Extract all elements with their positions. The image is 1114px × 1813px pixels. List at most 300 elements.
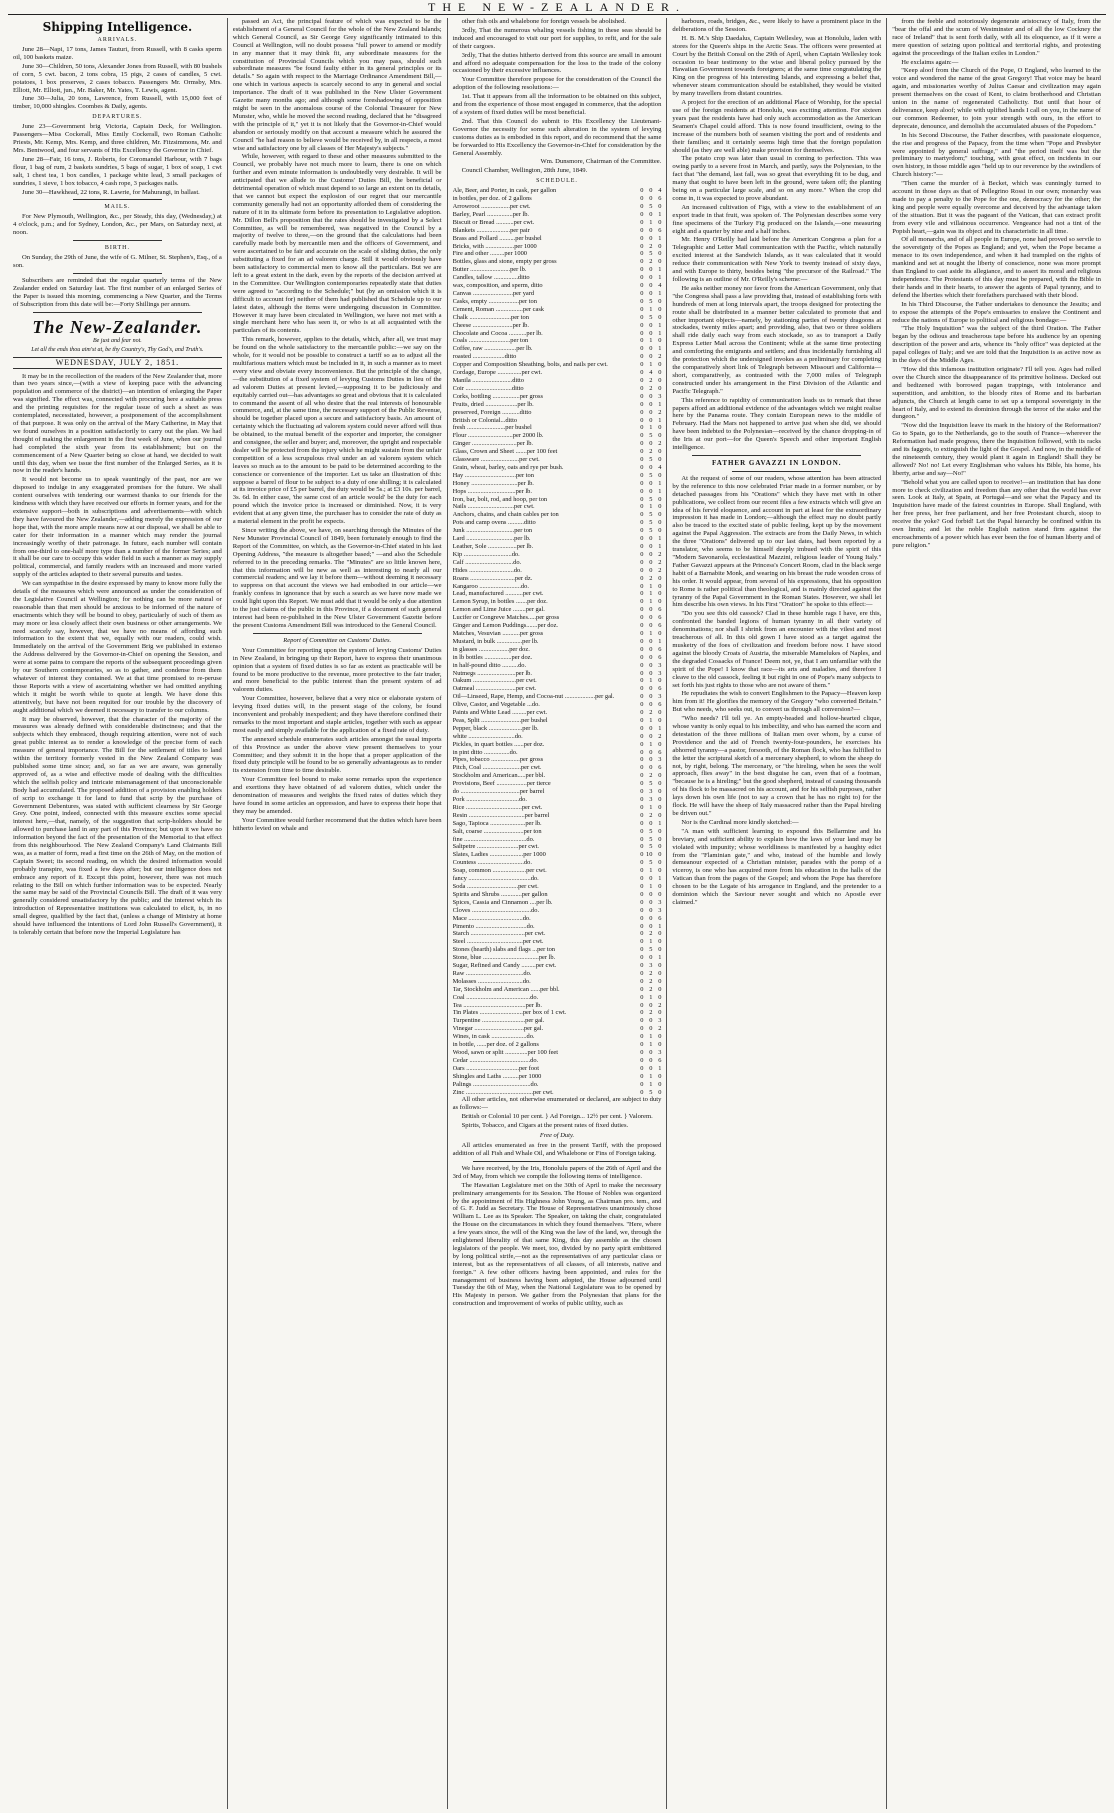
schedule-row <box>453 258 662 266</box>
schedule-amount: 5 <box>649 527 653 535</box>
schedule-row <box>453 907 662 915</box>
schedule-item: Cement, Roman .................per cask <box>452 305 544 313</box>
schedule-item: Anchors, chains, and chain cables per ton <box>452 511 559 519</box>
schedule-row <box>453 836 662 844</box>
schedule-item: Hops ..............................per lb. <box>452 487 532 495</box>
schedule-row <box>453 590 662 598</box>
schedule-item: Pepper, black .....................per lb. <box>452 724 539 732</box>
schedule-amount: 0 <box>640 274 644 282</box>
schedule-item: Blankets .....................per pair <box>452 226 530 234</box>
schedule-amount: 0 <box>658 851 662 859</box>
schedule-row <box>453 290 662 298</box>
schedule-item: Hides ............................do. <box>452 566 522 574</box>
schedule-row <box>453 717 662 725</box>
schedule-amount: 5 <box>649 780 653 788</box>
editorial-text <box>13 373 222 937</box>
schedule-amount: 0 <box>640 622 644 630</box>
schedule-item: Countess .............................do. <box>452 859 532 867</box>
schedule-row <box>453 353 662 361</box>
schedule-amount: 1 <box>658 543 662 550</box>
schedule-amount: 0 <box>640 503 644 511</box>
schedule-amount: 0 <box>658 859 662 867</box>
dateline: WEDNESDAY, JULY 2, 1851. <box>13 357 222 369</box>
schedule-amount: 0 <box>640 637 644 645</box>
schedule-row <box>453 227 662 235</box>
schedule-amount: 0 <box>658 297 662 305</box>
schedule-item: Calf ..............................do. <box>452 558 522 566</box>
schedule-amount: 0 <box>640 803 644 811</box>
paragraph: "Then came the murder of à Becket, which was cunningly turned to account in those days as that of Pellegrino Rossi in our own; monarchy was made to pay a penalty to the Pope for the one, democracy for the other; the king and people were equally overcome and deceived by the advantage taken of the situation. But it was the pageant of the Vatican, that can extract profit from every vile and villainous occurrence. Vengeance had not a tint of the Popish heart,—gain was its object and its characteristic in all time. <box>892 180 1101 235</box>
schedule-amount: 5 <box>649 432 653 440</box>
divider <box>473 1161 642 1162</box>
schedule-amount: 0 <box>649 566 653 574</box>
schedule-item: Slates, Ladies .....................per 1000 <box>452 851 546 859</box>
schedule-amount: 0 <box>649 282 653 290</box>
paragraph: It would not become us to speak vauntingly of the past, nor are we disposed to indulge in any exaggerated promises for the future. We shall content ourselves with tendering our warmest thanks to our friends for the kindness with which they have received our efforts in former years, and for the extensive support—both in subscriptions and advertisements—with which they have favoured the New Zealander,—adding merely the expression of our hope that, with the more ample means now at our disposal, we shall be able to cater for their information in a manner which may render the journal increasingly worthy of their patronage. In future, each number will contain from one-third to one-half more type than a number of the former Series; and it shall be our care to occupy this wider field in such a manner as may supply political, commercial, and family readers with an increased and more varied supply of the articles adapted to their several pursuits and tastes. <box>13 476 222 579</box>
paragraph: While, however, with regard to these and other measures submitted to the Council, we probably have not much more to learn, there is one on which further and even minute information is undoubtedly very desirable. It will be anticipated that we allude to the Customs' Duties Bill, the beneficial or detrimental operation of which must depend to so large an extent on its details, that we cannot but expect the explosion of our regret that our mercantile community generally had not an opportunity afforded them of considering the nature of it in its ultimate form before its presentation to Legislative adoption. Mr. Dillon Bell's proposition that the rates should be investigated by a Select Committee, as will be remembered, was negatived in the Council by a majority of twelve to three,—on the ground that the calculations had been carefully made both by mercantile men and the officers of Government, and were ascertained to be fair and accurate on the scale of sliding duties, the only substituting a fixed for an ad valorem charge. Still it would obviously have been satisfactory to commercial men to know all the particulars. But we are left to a great extent in the dark, even by the reports of the decision arrived at in the Committee. Our Wellington contemporaries repeatedly state that duties were agreed to "according to the Schedule;" but (by an omission which it is difficult to account for) neither of them had published that Schedule up to our latest dates, although the items were undergoing discussion in Committee. However it may have been circulated in Wellington, we have not met with a single merchant here who has seen it, or who is at all acquainted with the particulars of its contents. <box>232 153 442 335</box>
schedule-item: roasted ....................ditto <box>452 353 517 361</box>
schedule-row <box>453 701 662 709</box>
schedule-item: Leather, Sole ..................per lb. <box>452 543 534 550</box>
paragraph: H. B. M.'s Ship Daedalus, Captain Wellesley, was at Honolulu, laden with stores for the Queen's ships in the Arctic Seas. The officers were presented at Court by the British Consul on the 29th of April, when Captain Wellesley took occasion to bear testimony to the wise and liberal policy pursued by the Hawaiian Government towards foreigners; at the same time congratulating the King on the progress of his interesting Islands, and expressing a belief that, whenever steam communication should be established, they would be visited by many travellers from distant countries. <box>672 34 882 98</box>
free-of-duty-heading: Free of Duty. <box>539 1132 575 1140</box>
schedule-amount: 0 <box>658 305 662 313</box>
schedule-amount: 0 <box>640 867 644 875</box>
paragraph: We have received, by the Iris, Honolulu papers of the 26th of April and the 3rd of May, from which we compile the following items of intelligence. <box>452 1164 662 1180</box>
schedule-item: Raw ....................................do. <box>452 969 532 977</box>
schedule-row <box>453 480 662 488</box>
schedule-item: Chocolate and Cocoa ...........per lb. <box>452 329 543 337</box>
schedule-row <box>453 385 662 393</box>
schedule-amount: 4 <box>658 187 662 195</box>
schedule-amount: 2 <box>658 1001 662 1009</box>
schedule-row <box>453 551 662 559</box>
schedule-item: Iron, bar, bolt, rod, and hoop, per ton <box>452 495 548 503</box>
schedule-amount: 1 <box>658 400 662 408</box>
schedule-amount: 5 <box>649 456 653 464</box>
editorial-continued <box>233 18 442 630</box>
schedule-item: in glasses ...................per doz. <box>452 645 530 653</box>
report-continued <box>453 18 662 157</box>
schedule-amount: 2 <box>649 1009 653 1017</box>
schedule-amount: 0 <box>640 843 644 851</box>
schedule-amount: 0 <box>640 1088 644 1096</box>
schedule-amount: 0 <box>640 677 644 685</box>
schedule-amount: 0 <box>649 748 653 756</box>
schedule-amount: 0 <box>640 1080 644 1088</box>
schedule-amount: 3 <box>658 1049 662 1056</box>
schedule-row <box>453 954 662 962</box>
schedule-amount: 6 <box>658 645 662 653</box>
schedule-amount: 0 <box>640 740 644 748</box>
schedule-amount: 3 <box>658 669 662 677</box>
schedule-amount: 2 <box>649 985 653 993</box>
divider <box>73 273 162 274</box>
paragraph: It may be in the recollection of the readers of the New Zealander that, more than two years since,—(with a view of keeping pace with the advancing population and commerce of the district)—an intention of enlarging the Paper was signified. The effect was, connected with procuring here a suitable press and the printing requisites for the regular issue of such a sheet as was contemplated, necessitated, however, a postponement of the accomplishment of that purpose. It was only on the arrival of the Mary Catherine, in May that we found ourselves in a position satisfactorily to carry out the plan. We had thought of making the enlargement in the first week of June, when our journal had completed the sixth year from its establishment; but on the commencement of a New Quarter being so close at hand, we decided to wait until this day, when we issue the first number of the Enlarged Series, as it is now in the reader's hands. <box>13 372 222 475</box>
schedule-item: Rice ...................................per cwt. <box>452 803 543 811</box>
schedule-item: Kangaroo ..........................do. <box>452 582 529 590</box>
schedule-row <box>453 282 662 290</box>
schedule-row <box>453 1009 662 1017</box>
schedule-item: Barley, Pearl ................per lb. <box>452 210 530 218</box>
schedule-row <box>453 369 662 377</box>
schedule-amount: 0 <box>640 511 644 519</box>
schedule-row <box>453 978 662 986</box>
paragraph: Nor is the Cardinal more kindly sketched:— <box>681 818 799 826</box>
report-place: Council Chamber, Wellington, 28th June, 1849. <box>461 167 588 175</box>
schedule-amount: 0 <box>640 1049 644 1056</box>
schedule-amount: 0 <box>640 543 644 550</box>
schedule-row <box>453 875 662 883</box>
schedule-amount: 5 <box>649 203 653 211</box>
departures-heading: DEPARTURES. <box>92 114 143 121</box>
schedule-amount: 1 <box>658 819 662 827</box>
schedule-amount: 0 <box>658 1088 662 1096</box>
schedule-amount: 0 <box>640 258 644 266</box>
schedule-amount: 0 <box>658 882 662 890</box>
schedule-amount: 6 <box>658 622 662 630</box>
schedule-item: fine .......................................do. <box>452 835 535 843</box>
schedule-amount: 0 <box>640 819 644 827</box>
schedule-amount: 0 <box>649 1001 653 1009</box>
birth-heading: BIRTH. <box>104 245 130 252</box>
schedule-amount: 1 <box>649 337 653 345</box>
schedule-amount: 0 <box>640 400 644 408</box>
schedule-item: Arrowroot ..................per cwt. <box>452 203 531 211</box>
paragraph: other fish oils and whalebone for foreign vessels be abolished. <box>461 18 627 25</box>
schedule-amount: 0 <box>640 448 644 456</box>
schedule-note: All other articles, not otherwise enumerated or declared, are subject to duty as follows:— <box>452 1096 662 1112</box>
gavazzi-title: FATHER GAVAZZI IN LONDON. <box>712 458 842 467</box>
schedule-item: Steel ...................................per cwt. <box>452 938 544 946</box>
schedule-amount: 0 <box>640 1064 644 1072</box>
schedule-row <box>453 511 662 519</box>
schedule-amount: 0 <box>649 479 653 487</box>
schedule-amount: 0 <box>640 495 644 503</box>
schedule-item: in lb bottles .................per doz. <box>452 653 533 661</box>
schedule-row <box>453 195 662 203</box>
schedule-amount: 0 <box>640 922 644 930</box>
schedule-amount: 0 <box>640 938 644 946</box>
schedule-amount: 0 <box>640 242 644 250</box>
schedule-item: Lard ..............................per lb. <box>452 535 531 543</box>
schedule-amount: 0 <box>640 535 644 543</box>
schedule-amount: 0 <box>640 827 644 835</box>
schedule-item: Casks, empty ...................per ton <box>452 297 537 305</box>
schedule-item: Tar, Stockholm and American ......per bbl. <box>452 985 560 993</box>
free-of-duty-text: All articles enumerated as free in the present Tariff, with the proposed addition of all Fish and Whale Oil, and Whalebone or Fins of Foreign taking. <box>452 1142 662 1157</box>
schedule-item: Manila .........................ditto <box>452 376 524 384</box>
schedule-amount: 3 <box>658 898 662 906</box>
honolulu-news <box>453 1165 662 1308</box>
schedule-amount: 1 <box>649 867 653 875</box>
schedule-amount: 0 <box>649 487 653 495</box>
schedule-row <box>453 496 662 504</box>
schedule-amount: 0 <box>649 329 653 337</box>
schedule-amount: 0 <box>658 590 662 598</box>
schedule-amount: 1 <box>649 361 653 369</box>
schedule-row <box>453 322 662 330</box>
report-title: Report of Committee on Customs' Duties. <box>283 636 392 644</box>
schedule-amount: 0 <box>640 645 644 653</box>
column-3 <box>447 18 667 1809</box>
schedule-amount: 1 <box>658 329 662 337</box>
schedule-amount: 0 <box>640 226 644 234</box>
schedule-amount: 0 <box>640 416 644 424</box>
schedule-row <box>453 472 662 480</box>
schedule-item: Pork .................................do. <box>452 796 527 803</box>
schedule-item: Ginger ............................per lb. <box>452 440 533 448</box>
schedule-amount: 0 <box>640 432 644 440</box>
schedule-amount: 0 <box>640 456 644 464</box>
schedule-amount: 0 <box>640 1033 644 1041</box>
schedule-amount: 0 <box>649 400 653 408</box>
schedule-amount: 0 <box>649 345 653 353</box>
schedule-row <box>453 543 662 551</box>
schedule-amount: 0 <box>640 811 644 819</box>
schedule-amount: 0 <box>640 780 644 788</box>
schedule-amount: 5 <box>649 297 653 305</box>
schedule-row <box>453 424 662 432</box>
schedule-amount: 0 <box>658 827 662 835</box>
schedule-amount: 0 <box>640 882 644 890</box>
divider <box>33 312 202 313</box>
schedule-item: Coal ........................................do. <box>452 993 539 1001</box>
schedule-amount: 2 <box>649 448 653 456</box>
report-text <box>233 647 442 833</box>
schedule-amount: 0 <box>658 242 662 250</box>
schedule-item: Stones (hearth) slabs and flags ...per ton <box>452 946 555 954</box>
schedule-amount: 0 <box>658 780 662 788</box>
schedule-amount: 0 <box>649 756 653 764</box>
departures-list <box>13 123 222 196</box>
schedule-amount: 1 <box>649 740 653 748</box>
schedule-amount: 0 <box>649 353 653 361</box>
schedule-amount: 0 <box>640 709 644 717</box>
schedule-amount: 6 <box>658 606 662 614</box>
schedule-item: Oakum ...........................per cwt. <box>452 677 537 685</box>
schedule-amount: 1 <box>658 479 662 487</box>
schedule-amount: 0 <box>658 369 662 377</box>
schedule-row <box>453 488 662 496</box>
schedule-row <box>453 448 662 456</box>
schedule-amount: 3 <box>658 661 662 669</box>
schedule-amount: 0 <box>640 550 644 558</box>
schedule-row <box>453 796 662 804</box>
schedule-amount: 1 <box>649 677 653 685</box>
schedule-row <box>453 685 662 693</box>
schedule-amount: 0 <box>649 914 653 922</box>
ad-valorem-note: British or Colonial 10 per cent. } Ad Foreign... 12½ per cent. } Valorem. <box>461 1113 653 1121</box>
schedule-amount: 6 <box>658 748 662 756</box>
schedule-row <box>453 1081 662 1089</box>
schedule-row <box>453 883 662 891</box>
schedule-row <box>453 725 662 733</box>
schedule-amount: 0 <box>649 550 653 558</box>
schedule-amount: 3 <box>658 756 662 764</box>
schedule-amount: 0 <box>640 669 644 677</box>
schedule-amount: 2 <box>649 977 653 985</box>
paragraph: The potato crop was later than usual in coming to perfection. This was owing partly to a severe frost in March, and partly, says the Polynesian, to the fact that "the demand, last fall, was so great that everything fit to be dug, and many that ought to have been left in the ground, were taken off; the planting being on a particular large scale, and so on any more." When the crop did come in, it was expected to prove abundant. <box>672 155 882 202</box>
schedule-item: Tea .......................................per lb. <box>452 1001 542 1009</box>
paragraph: Since writing the above, we have, on searching through the Minutes of the New Munster Provincial Council of 1849, been fortunately enough to find the Report of the Committee, on which, as the Governor-in-Chief stated in his last Opening Address, "the measure is altogether based;" —and also the Schedule referred to in the preceding remarks. The "Minutes" are so little known here, that this information will be new as well as interesting to nearly all our commercial readers; and we lay it before them—without deeming it necessary to suppress on that account the views we had embodied in our article—we frankly confess in ignorance that by such a search as we have now made we could light upon this Report. We must add that it would be only a due attention to the just claims of the public in this Province, if a document of such general interest had been re-published in the New Ulster Government Gazette before the present Customs Amendment Bill was introduced to the General Council. <box>232 527 442 629</box>
schedule-amount: 0 <box>658 495 662 503</box>
paragraph: 2nd. That this Council do submit to His Excellency the Lieutenant-Governor the necessity for some such alteration in the system of levying customs duties as is embodied in this report, and do recommend that the same be forwarded to His Excellency the Governor-in-Chief for consideration by the General Assembly. <box>452 117 662 157</box>
schedule-row <box>453 851 662 859</box>
schedule-amount: 0 <box>640 353 644 361</box>
schedule-item: Sago, Tapioca ......................per lb. <box>452 819 542 827</box>
schedule-row <box>453 575 662 583</box>
schedule-amount: 1 <box>658 321 662 329</box>
schedule-row <box>453 187 662 195</box>
schedule-amount: 0 <box>640 859 644 867</box>
schedule-item: Cheese .........................per lb. <box>452 321 529 329</box>
schedule-amount: 0 <box>658 677 662 685</box>
schedule-row <box>453 828 662 836</box>
schedule-item: Coffee, raw ....................per lb. <box>452 345 533 353</box>
schedule-amount: 0 <box>649 701 653 709</box>
report-signature: Wm. Dunsmore, Chairman of the Committee. <box>540 158 662 166</box>
paragraph: "A man with sufficient learning to expound this Bellarmine and his breviary, and sufficient ability to explain how the laws of your land may be violated with impunity; whose worldliness is manifested by a haughty edict from the "Flaminian gate," and who, instead of the humble and lowly demeanour expected of a Christian minister, parades with the pomp of a viceroy, is one who has acquired more from his education in the halls of the Vatican than from the pages of the Gospel; and whom the Pope has therefore chosen to be the Legate of his arrogance in England, and the pretender to a dominion which the Saviour never sought and which no Apostle ever claimed." <box>672 827 882 906</box>
schedule-amount: 0 <box>649 890 653 898</box>
paragraph: 1st. That it appears from all the information to be obtained on this subject, and from the experience of those most engaged in commerce, that the adoption of a system of fixed duties will be most beneficial. <box>452 93 662 116</box>
schedule-amount: 0 <box>658 448 662 456</box>
schedule-amount: 0 <box>658 598 662 606</box>
schedule-row <box>453 250 662 258</box>
schedule-row <box>453 417 662 425</box>
spirits-note: Spirits, Tobacco, and Cigars at the present rates of fixed duties. <box>461 1122 629 1130</box>
schedule-amount: 0 <box>640 985 644 993</box>
schedule-item: Zinc ..........................................per cwt. <box>452 1088 554 1096</box>
schedule-row <box>453 1049 662 1057</box>
schedule-amount: 4 <box>658 463 662 471</box>
schedule-amount: 1 <box>649 590 653 598</box>
schedule-amount: 4 <box>658 282 662 290</box>
schedule-amount: 1 <box>649 938 653 946</box>
schedule-row <box>453 440 662 448</box>
paragraph: Your Committee, however, believe that a very nice or elaborate system of levying fixed duties will, in the present stage of the colony, be found inconvenient and probably inexpedient; and they have therefore confined their remarks to the most important and staple articles, together with such as appear most easily and simply available for the application of a fixed rate of duty. <box>232 695 442 734</box>
schedule-amount: 0 <box>640 479 644 487</box>
schedule-row <box>453 622 662 630</box>
schedule-row <box>453 401 662 409</box>
schedule-amount: 1 <box>649 882 653 890</box>
schedule-row <box>453 527 662 535</box>
divider <box>253 633 422 634</box>
schedule-amount: 0 <box>640 566 644 574</box>
schedule-amount: 0 <box>649 1064 653 1072</box>
schedule-amount: 0 <box>658 843 662 851</box>
schedule-item: Junk ..............................per ton <box>452 527 533 535</box>
schedule-item: Matches, Vesuvian ...........per gross <box>452 629 544 637</box>
schedule-row <box>453 211 662 219</box>
schedule-amount: 0 <box>640 234 644 242</box>
schedule-row <box>453 899 662 907</box>
schedule-amount: 0 <box>658 471 662 479</box>
schedule-amount: 0 <box>649 234 653 242</box>
schedule-item: Ale, Beer, and Porter, in cask, per gallon <box>452 187 557 195</box>
paragraph: Your Committee therefore propose for the consideration of the Council the adoption of the following resolutions:— <box>452 76 662 92</box>
schedule-amount: 2 <box>649 772 653 780</box>
schedule-amount: 5 <box>649 1088 653 1096</box>
schedule-item: Butter .........................per lb. <box>452 266 527 274</box>
schedule-row <box>453 891 662 899</box>
schedule-amount: 0 <box>640 187 644 195</box>
schedule-item: Biscuit or Bread ...........per cwt. <box>452 218 535 226</box>
schedule-amount: 0 <box>640 890 644 898</box>
column-2 <box>227 18 447 1809</box>
schedule-item: preserved, Foreign ...........ditto <box>452 408 532 416</box>
shipping-title: Shipping Intelligence. <box>42 20 193 34</box>
paragraph: Your Committee feel bound to make some remarks upon the experience and exertions they have obtained of ad valorem duties, which under the denomination of measures and weights the fixed rates of duties which they have found in some articles an oppression, and have to express their hope that they may be amended. <box>232 776 442 815</box>
arrivals-heading: ARRIVALS. <box>97 37 138 43</box>
schedule-item: Lucifer or Congreve Matches.....per gross <box>452 614 560 622</box>
schedule-table <box>453 187 662 1096</box>
schedule-row <box>453 812 662 820</box>
schedule-amount: 0 <box>649 558 653 566</box>
schedule-row <box>453 298 662 306</box>
schedule-amount: 0 <box>658 218 662 226</box>
schedule-row <box>453 456 662 464</box>
schedule-item: Mustard, in bulk ................per lb. <box>452 637 539 645</box>
schedule-amount: 0 <box>640 297 644 305</box>
schedule-amount: 0 <box>640 1001 644 1009</box>
schedule-amount: 1 <box>658 954 662 962</box>
schedule-amount: 0 <box>658 740 662 748</box>
schedule-item: white .............................do. <box>452 732 523 740</box>
schedule-item: Hay ................................per ton <box>452 471 534 479</box>
schedule-amount: 0 <box>658 376 662 384</box>
schedule-item: Coals ..........................per ton <box>452 337 529 345</box>
schedule-amount: 5 <box>649 495 653 503</box>
schedule-amount: 0 <box>658 977 662 985</box>
paragraph: Mr. Henry O'Reilly had laid before the American Congress a plan for a Telegraphic and Letter Mail communication with the Pacific, which naturally excited interest at the Sandwich Islands, as it was calculated that it would reduce their communication with New York to twenty instead of sixty days, and with Europe to thirty, besides being "the precursor of the Railroad." The following is an outline of Mr. O'Reilly's scheme:— <box>672 236 882 283</box>
schedule-amount: 0 <box>640 218 644 226</box>
paragraph: He exclaims again:— <box>901 58 959 66</box>
schedule-amount: 0 <box>658 835 662 843</box>
schedule-row <box>453 345 662 353</box>
schedule-amount: 0 <box>658 384 662 392</box>
schedule-amount: 0 <box>640 724 644 732</box>
schedule-amount: 1 <box>658 535 662 543</box>
schedule-amount: 6 <box>658 764 662 772</box>
schedule-amount: 1 <box>649 1041 653 1049</box>
schedule-amount: 0 <box>658 519 662 527</box>
schedule-amount: 0 <box>658 772 662 780</box>
schedule-row <box>453 970 662 978</box>
schedule-amount: 0 <box>649 653 653 661</box>
schedule-item: Starch ..................................per cwt. <box>452 930 546 938</box>
schedule-amount: 2 <box>658 566 662 574</box>
schedule-row <box>453 930 662 938</box>
schedule-amount: 0 <box>640 614 644 622</box>
schedule-amount: 0 <box>649 463 653 471</box>
paragraph: "Do you see this old cassock? Clad in these humble rags I have, ere this, confronted the banded legions of human tyranny in all their variety of denominations; nor shall I shrink from an encounter with the vilest and most treacherous of all. In this old gown I have stood as a target against the musketry of the foes of civilization and freedom before now. I have stood against the bloody Croats of Austria, the miserable Mamelukes of Naples, and the degraded Cossacks of France! Deem not, ye, that I am unfamiliar with the spirit of the Pope! I know that race—its arts and maladies, and therefore I cleave to the old cassock, feeling it but right in one of Pope's many subjects to set forth his just rights to those who are not aware of them." <box>672 610 882 689</box>
schedule-amount: 5 <box>649 313 653 321</box>
schedule-row <box>453 915 662 923</box>
schedule-amount: 0 <box>658 1033 662 1041</box>
schedule-amount: 0 <box>658 788 662 796</box>
paragraph: It may be observed, however, that the character of the majority of the measures was already defined with considerable distinctness; and that the subjects which they embraced, though requiring attention, were not of such great public interest as to render a knowledge of the precise form of each measure of general importance. The Bill for the settlement of titles to land within the territory formerly vested in the New Zealand Company was published some time since; and, so far as we are aware, was generally approved of, as a wise and effective mode of dealing with the difficulties which the selfish policy and intricate mismanagement of that unconscionable Body had accumulated. The proposed addition of a provision enabling holders of scrip to exchange it for land to fund that scrip by the purchase of Government Debentures, was stated with sufficient clearness by Sir George Grey. One point, indeed, connected with this measure excites some special interest here,—that, namely, of the suggestion that scrip-holders should be allowed to purchase land in any part of this Province; but upon it we have no information beyond the fact of the presentation of the Memorial to that effect from this neighbourhood. The New Zealand Company's Land Claimants Bill was, as a matter of form, read a first time on the 26th of May, on the motion of Captain Sweet; its second reading, on which the desired information would probably transpire, was fixed a few days after; but our intelligence does not embrace any report of it. Except this point, however, there was not much relating to the Bill on which further information was to be expected. Nearly the same may be said of the Provincial Councils Bill. The draft of it was very generally considered unsatisfactory by the public; and the interest which its introduction of Representative institutions was calculated to elicit, is, in no small degree, qualified by the fact that, (unless a change of Ministry at home should have influenced the intentions of Lord John Russell's Government), it is tolerably certain that before now the Imperial Legislature has <box>13 715 222 936</box>
schedule-row <box>453 606 662 614</box>
schedule-amount: 1 <box>649 503 653 511</box>
schedule-amount: 0 <box>658 250 662 258</box>
schedule-amount: 0 <box>649 416 653 424</box>
schedule-amount: 0 <box>640 701 644 709</box>
schedule-amount: 3 <box>649 796 653 803</box>
schedule-amount: 0 <box>658 361 662 369</box>
schedule-item: Kip ..............................do. <box>452 550 520 558</box>
schedule-item: Olive, Castor, and Vegetable ...do. <box>452 701 540 709</box>
